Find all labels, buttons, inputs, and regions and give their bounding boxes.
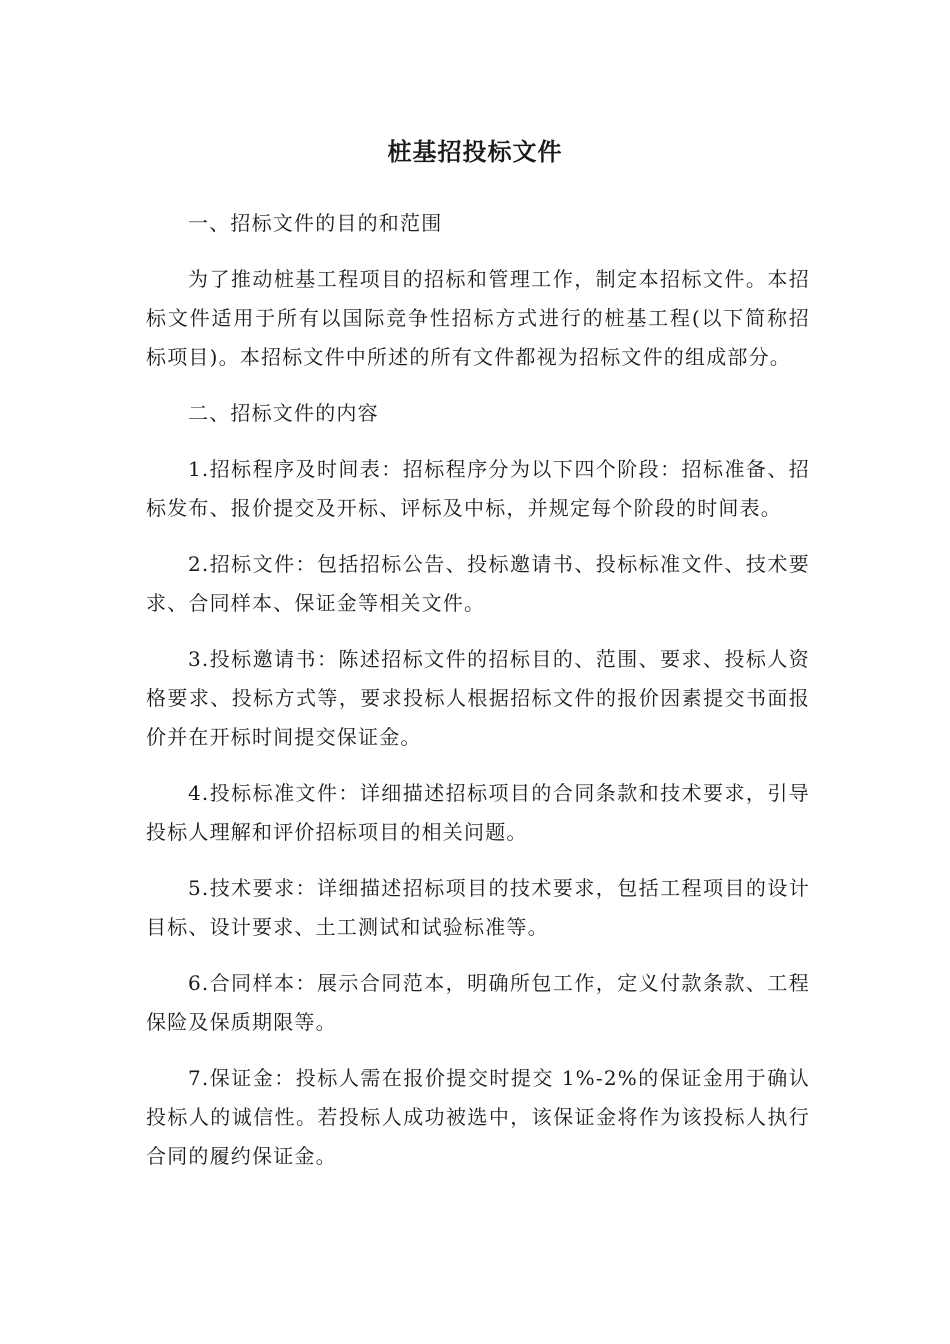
paragraph-item-7: 7.保证金：投标人需在报价提交时提交 1%-2%的保证金用于确认投标人的诚信性。若投标人成功被选中，该保证金将作为该投标人执行合同的履约保证金。 — [146, 1066, 810, 1168]
paragraph-item-3: 3.投标邀请书：陈述招标文件的招标目的、范围、要求、投标人资格要求、投标方式等，要求投标人根据招标文件的报价因素提交书面报价并在开标时间提交保证金。 — [146, 647, 810, 749]
paragraph-item-1: 1.招标程序及时间表：招标程序分为以下四个阶段：招标准备、招标发布、报价提交及开标、评标及中标，并规定每个阶段的时间表。 — [146, 457, 810, 520]
document-title: 桩基招投标文件 — [387, 138, 563, 166]
section-heading-purpose: 一、招标文件的目的和范围 — [188, 211, 443, 235]
paragraph-item-4: 4.投标标准文件：详细描述招标项目的合同条款和技术要求，引导投标人理解和评价招标项目的相关问题。 — [146, 781, 810, 844]
paragraph-item-5: 5.技术要求：详细描述招标项目的技术要求，包括工程项目的设计目标、设计要求、土工测试和试验标准等。 — [146, 876, 810, 939]
paragraph-item-2: 2.招标文件：包括招标公告、投标邀请书、投标标准文件、技术要求、合同样本、保证金等相关文件。 — [146, 552, 810, 615]
paragraph-purpose: 为了推动桩基工程项目的招标和管理工作，制定本招标文件。本招标文件适用于所有以国际竞争性招标方式进行的桩基工程(以下简称招标项目)。本招标文件中所述的所有文件都视为招标文件的组成部分。 — [146, 267, 810, 369]
paragraph-item-6: 6.合同样本：展示合同范本，明确所包工作，定义付款条款、工程保险及保质期限等。 — [146, 971, 810, 1034]
section-heading-content: 二、招标文件的内容 — [188, 401, 379, 425]
document-body — [146, 204, 810, 1193]
